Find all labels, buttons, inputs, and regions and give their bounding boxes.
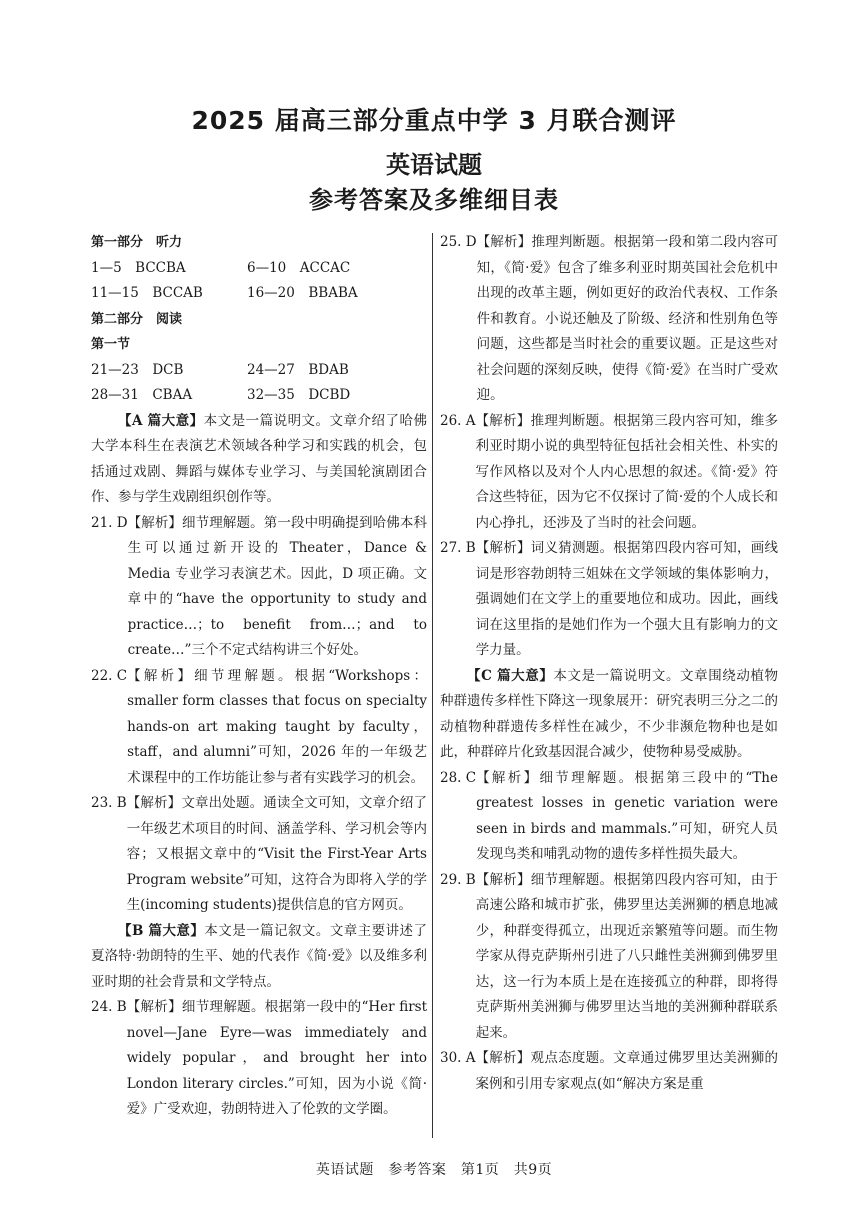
passage-c-text: 本文是一篇说明文。文章围绕动植物种群遗传多样性下降这一现象展开：研究表明三分之二的动植物种群遗传多样性在减少，不少非濒危物种也是如此，种群碎片化致基因混合减少，使物种易受威胁。 xyxy=(440,667,778,760)
question-number: 30. A xyxy=(440,1050,476,1066)
answer-group: 6—10 ACCAC xyxy=(247,259,351,276)
passage-a-text: 本文是一篇说明文。文章介绍了哈佛大学本科生在表演艺术领域各种学习和实践的机会，包括通过戏剧、舞蹈与媒体专业学习、与美国轮演剧团合作、参与学生戏剧组织创作等。 xyxy=(91,412,427,505)
question-explanation: 【解析】观点态度题。文章通过佛罗里达美洲狮的案例和引用专家观点(如“解决方案是重 xyxy=(475,1050,778,1092)
question-number: 24. B xyxy=(91,999,127,1015)
part2-heading: 第二部分 阅读 xyxy=(91,311,183,327)
question-explanation: 【解析】推理判断题。根据第一段和第二段内容可知，《简·爱》包含了维多利亚时期英国社会危机中出现的改革主题，例如更好的政治代表权、工作条件和教育。小说还触及了阶级、经济和性别角色等问题，这些都是当时社会的重要议题。正是这些对社会问题的深刻反映，使得《简·爱》在当时广受欢迎。 xyxy=(476,234,778,403)
question-29 xyxy=(440,868,778,1047)
question-explanation: 【解析】推理判断题。根据第三段内容可知，维多利亚时期小说的典型特征包括社会相关性、朴实的写作风格以及对个人内心思想的叙述。《简·爱》符合这些特征，因为它不仅探讨了简·爱的个人成长和内心挣扎，还涉及了当时的社会问题。 xyxy=(475,412,778,531)
question-30 xyxy=(440,1046,778,1097)
question-28 xyxy=(440,766,778,868)
question-explanation: 【解析】文章出处题。通读全文可知，文章介绍了一年级艺术项目的时间、涵盖学科、学习机会等内容；又根据文章中的“Visit the First-Year Arts Program website”可知，这符合为即将入学的学生(incoming students)提供信息的官方网页。 xyxy=(126,795,427,913)
question-25 xyxy=(440,230,778,409)
passage-c-summary xyxy=(440,664,778,766)
question-explanation: 【解析】词义猜测题。根据第四段内容可知，画线词是形容勃朗特三姐妹在文学领域的集体影响力，强调她们在文学上的重要地位和成功。因此，画线词在这里指的是她们作为一个强大且有影响力的文学力量。 xyxy=(475,540,778,658)
passage-a-tag: 【A 篇大意】 xyxy=(118,412,204,429)
subject-title: 英语试题 xyxy=(386,151,482,179)
passage-b-tag: 【B 篇大意】 xyxy=(118,922,205,939)
section1-heading: 第一节 xyxy=(91,337,131,352)
passage-b-summary xyxy=(91,919,427,996)
question-explanation: 【解析】细节理解题。根据“Workshops：smaller form classes that focus on specialty hands-on art making taught by faculty，staff，and alumni”可知，2026 年的一年级艺术课程中的工作坊能让参与者有实践学习的机会。 xyxy=(127,667,427,786)
answer-group: 28—31 CBAA xyxy=(91,387,193,403)
answer-group: 16—20 BBABA xyxy=(247,285,358,301)
question-number: 21. D xyxy=(91,514,128,531)
question-23 xyxy=(91,791,427,919)
question-number: 25. D xyxy=(440,234,477,250)
question-explanation: 【解析】细节理解题。根据第一段中的“Her first novel—Jane Eyre—was immediately and widely popular，and brought her into London literary circles.”可知，因为小说《简·爱》广受欢迎，勃朗特进入了伦敦的文学圈。 xyxy=(126,999,427,1117)
document-type-title: 参考答案及多维细目表 xyxy=(309,186,559,214)
question-27 xyxy=(440,536,778,664)
answer-row xyxy=(91,281,427,307)
column-divider xyxy=(432,233,433,1138)
question-26 xyxy=(440,409,778,537)
answer-row xyxy=(91,256,427,282)
question-explanation: 【解析】细节理解题。根据第三段中的“The greatest losses in genetic variation were seen in birds and mammals.”可知，研究人员发现鸟类和哺乳动物的遗传多样性损失最大。 xyxy=(476,769,778,862)
answer-group: 1—5 BCCBA xyxy=(91,259,186,276)
question-explanation: 【解析】细节理解题。第一段中明确提到哈佛本科生可以通过新开设的 Theater，Dance & Media 专业学习表演艺术。因此，D 项正确。文章中的“have the opportunity to study and practice…；to benefit from…；and to create…”三个不定式结构讲三个好处。 xyxy=(127,514,427,658)
passage-b-text: 本文是一篇记叙文。文章主要讲述了夏洛特·勃朗特的生平、她的代表作《简·爱》以及维多利亚时期的社会背景和文学特点。 xyxy=(91,922,427,990)
answer-group: 24—27 BDAB xyxy=(247,361,349,378)
passage-a-summary xyxy=(91,409,427,511)
question-24 xyxy=(91,995,427,1123)
right-column xyxy=(440,230,778,1097)
question-number: 27. B xyxy=(440,540,476,556)
question-21 xyxy=(91,511,427,664)
answer-group: 32—35 DCBD xyxy=(247,387,351,403)
answer-row xyxy=(91,383,427,409)
question-number: 23. B xyxy=(91,795,127,811)
question-explanation: 【解析】细节理解题。根据第四段内容可知，由于高速公路和城市扩张，佛罗里达美洲狮的栖息地减少，种群变得孤立，出现近亲繁殖等问题。而生物学家从得克萨斯州引进了八只雌性美洲狮到佛罗里达，这一行为本质上是在连接孤立的种群，即将得克萨斯州美洲狮与佛罗里达当地的美洲狮种群联系起来。 xyxy=(475,871,778,1041)
question-number: 26. A xyxy=(440,412,476,429)
exam-title: 2025 届高三部分重点中学 3 月联合测评 xyxy=(191,106,677,135)
left-column xyxy=(91,230,427,1123)
page-footer: 英语试题 参考答案 第1页 共9页 xyxy=(315,1162,553,1178)
answer-group: 11—15 BCCAB xyxy=(91,285,203,301)
passage-c-tag: 【C 篇大意】 xyxy=(467,667,554,684)
question-number: 29. B xyxy=(440,871,476,888)
question-number: 28. C xyxy=(440,769,477,786)
question-22 xyxy=(91,664,427,792)
answer-row xyxy=(91,358,427,384)
answer-group: 21—23 DCB xyxy=(91,361,184,378)
question-number: 22. C xyxy=(91,667,128,684)
part1-heading: 第一部分 听力 xyxy=(91,235,183,250)
